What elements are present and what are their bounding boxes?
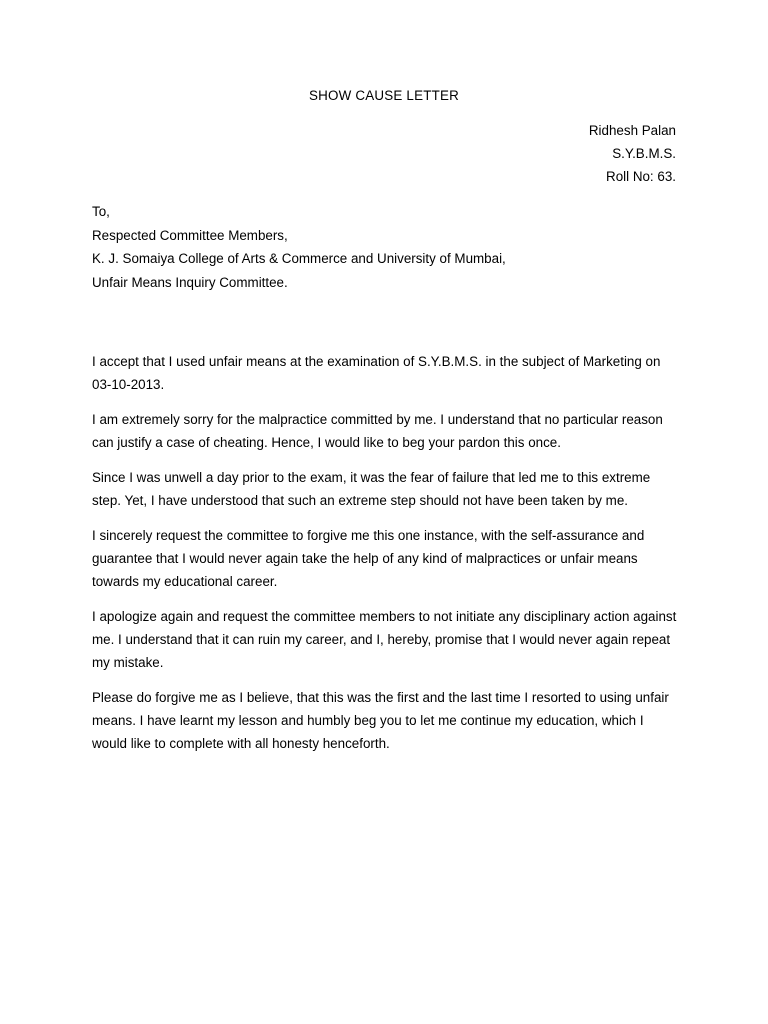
- body-paragraph: I accept that I used unfair means at the examination of S.Y.B.M.S. in the subject of Marketing on 03-10-2013.: [92, 354, 661, 392]
- sender-block: [589, 119, 676, 188]
- recipient-line-1: Respected Committee Members,: [92, 227, 288, 243]
- sender-name: Ridhesh Palan: [588, 123, 676, 138]
- body-paragraph: I sincerely request the committee to forgive me this one instance, with the self-assurance and guarantee that I would never again take the help of any kind of malpractices or unfair means towards my educational career.: [92, 528, 645, 589]
- body-paragraph: Since I was unwell a day prior to the exam, it was the fear of failure that led me to this extreme step. Yet, I have understood that such an extreme step should not have been taken by me.: [92, 470, 651, 508]
- body-paragraph: I am extremely sorry for the malpractice committed by me. I understand that no particular reason can justify a case of cheating. Hence, I would like to beg your pardon this once.: [92, 412, 663, 450]
- sender-roll-number: Roll No: 63.: [606, 169, 676, 184]
- body-paragraph: I apologize again and request the committee members to not initiate any disciplinary action against me. I understand that it can ruin my career, and I, hereby, promise that I would never again repeat my mistake.: [92, 609, 677, 670]
- recipient-salutation: To,: [92, 204, 110, 219]
- body-paragraph: Please do forgive me as I believe, that this was the first and the last time I resorted to using unfair means. I have learnt my lesson and humbly beg you to let me continue my education, which I would like to complete with all honesty henceforth.: [92, 690, 669, 751]
- recipient-line-3: Unfair Means Inquiry Committee.: [92, 274, 288, 290]
- recipient-block: [92, 200, 506, 294]
- letter-title: SHOW CAUSE LETTER: [309, 88, 459, 103]
- letter-body: [92, 350, 682, 767]
- sender-class: S.Y.B.M.S.: [612, 146, 676, 161]
- recipient-line-2: K. J. Somaiya College of Arts & Commerce and University of Mumbai,: [92, 251, 506, 266]
